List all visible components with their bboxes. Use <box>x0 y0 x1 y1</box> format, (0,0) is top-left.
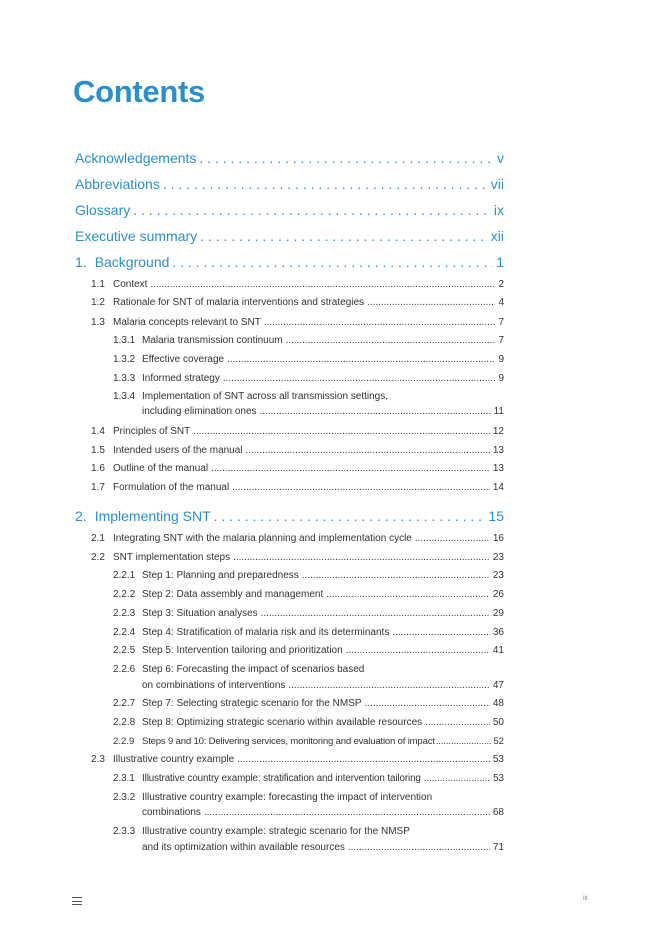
toc-subsection-2-2-4[interactable] <box>113 627 504 639</box>
toc-entry-label: Acknowledgements <box>75 150 197 166</box>
toc-entry-label: Step 7: Selecting strategic scenario for the NMSP <box>142 698 362 709</box>
leader-dots <box>425 717 490 729</box>
toc-section-1-4[interactable] <box>91 426 504 438</box>
toc-entry-page: ix <box>493 202 504 218</box>
toc-entry-number: 2.2.5 <box>113 645 136 656</box>
leader-dots <box>415 533 490 545</box>
toc-entry-page: 7 <box>498 317 504 328</box>
toc-entry-label: including elimination ones <box>142 406 257 417</box>
toc-entry-page: 1 <box>496 254 504 270</box>
menu-icon-bar <box>72 904 82 905</box>
toc-entry-label: Step 5: Intervention tailoring and prioritization <box>142 645 343 656</box>
leader-dots <box>264 317 496 329</box>
toc-entry-page: 52 <box>493 736 504 747</box>
toc-subsection-1-3-2[interactable] <box>113 354 504 366</box>
toc-subsection-1-3-3[interactable] <box>113 373 504 385</box>
leader-dots <box>193 426 490 438</box>
toc-entry-page: 9 <box>498 373 504 384</box>
leader-dots <box>348 842 490 854</box>
toc-subsection-2-2-6[interactable] <box>113 680 504 692</box>
toc-entry-label-line1: Illustrative country example: strategic scenario for the NMSP <box>142 826 410 837</box>
toc-subsection-1-3-1[interactable] <box>113 335 504 347</box>
toc-entry-number: 1.3.1 <box>113 335 136 346</box>
leader-dots <box>246 445 490 457</box>
toc-entry-number: 1.3.4 <box>113 391 136 402</box>
toc-entry-label: Illustrative country example <box>113 754 235 765</box>
toc-entry-number: 2. <box>75 508 87 524</box>
toc-entry-number: 1.1 <box>91 279 105 290</box>
toc-entry-label: Integrating SNT with the malaria planning and implementation cycle <box>113 533 412 544</box>
toc-entry-page: 14 <box>492 482 504 493</box>
toc-entry-page: 13 <box>492 445 504 456</box>
page-title: Contents <box>73 74 205 109</box>
toc-entry-page: 7 <box>498 335 504 346</box>
toc-entry-page: 50 <box>492 717 504 728</box>
toc-subsection-2-2-3[interactable] <box>113 608 504 620</box>
toc-entry-number: 1.4 <box>91 426 105 437</box>
toc-entry-label: Outline of the manual <box>113 463 209 474</box>
toc-subsection-2-2-2[interactable] <box>113 589 504 601</box>
toc-entry-label: Abbreviations <box>75 176 160 192</box>
toc-entry-label: on combinations of interventions <box>142 680 286 691</box>
toc-subsection-2-2-5[interactable] <box>113 645 504 657</box>
toc-entry-label-line1: Implementation of SNT across all transmission settings, <box>142 391 389 402</box>
toc-chapter-2[interactable] <box>75 508 504 524</box>
toc-section-1-7[interactable] <box>91 482 504 494</box>
toc-entry-page: 16 <box>492 533 504 544</box>
toc-entry-label: Malaria transmission continuum <box>142 335 283 346</box>
toc-entry-label: and its optimization within available resources <box>142 842 345 853</box>
toc-subsection-2-3-2[interactable] <box>113 807 504 819</box>
toc-section-1-1[interactable] <box>91 279 504 291</box>
leader-dots <box>233 552 490 564</box>
toc-entry-label: Executive summary <box>75 228 198 244</box>
toc-entry-page: 23 <box>492 552 504 563</box>
toc-entry-label: Context <box>113 279 148 290</box>
toc-entry-number: 2.2.2 <box>113 589 136 600</box>
leader-dots <box>232 482 490 494</box>
toc-entry-page: 4 <box>498 297 504 308</box>
toc-entry-page: 26 <box>492 589 504 600</box>
toc-section-1-5[interactable] <box>91 445 504 457</box>
toc-entry-page: 53 <box>492 754 504 765</box>
toc-entry-label: Rationale for SNT of malaria interventions and strategies <box>113 297 365 308</box>
toc-entry-number: 2.3.1 <box>113 773 135 784</box>
menu-icon[interactable] <box>72 897 82 905</box>
toc-entry-glossary[interactable] <box>75 202 504 218</box>
toc-entry-label: Step 8: Optimizing strategic scenario within available resources <box>142 717 423 728</box>
page-number: iii <box>583 895 588 902</box>
toc-entry-number: 2.3.3 <box>113 826 136 837</box>
toc-entry-page: 9 <box>498 354 504 365</box>
toc-entry-number: 2.3.2 <box>113 792 136 803</box>
toc-entry-page: 13 <box>492 463 504 474</box>
toc-entry-label-line1: Illustrative country example: forecasting the impact of intervention <box>142 792 433 803</box>
toc-entry-page: 2 <box>498 279 504 290</box>
toc-entry-label: Background <box>94 254 170 270</box>
toc-subsection-2-2-1[interactable] <box>113 570 504 582</box>
toc-entry-number: 1.6 <box>91 463 105 474</box>
toc-subsection-2-2-9[interactable] <box>113 736 504 747</box>
toc-entry-label-line1: Step 6: Forecasting the impact of scenarios based <box>142 664 365 675</box>
toc-entry-label: SNT implementation steps <box>113 552 231 563</box>
leader-dots <box>436 736 493 747</box>
toc-section-1-2[interactable] <box>91 297 504 309</box>
toc-entry-number: 2.1 <box>91 533 105 544</box>
leader-dots <box>346 645 490 657</box>
leader-dots <box>200 228 488 244</box>
toc-entry-label: Step 3: Situation analyses <box>142 608 258 619</box>
toc-entry-page: 68 <box>492 807 504 818</box>
toc-entry-page: 53 <box>493 773 504 784</box>
toc-entry-page: 23 <box>492 570 504 581</box>
leader-dots <box>288 680 489 692</box>
leader-dots <box>237 754 490 766</box>
toc-entry-label: Principles of SNT <box>113 426 191 437</box>
toc-entry-number: 1.7 <box>91 482 105 493</box>
leader-dots <box>223 373 496 385</box>
menu-icon-bar <box>72 901 82 902</box>
toc-entry-number: 1.3.3 <box>113 373 136 384</box>
leader-dots <box>163 176 488 192</box>
toc-entry-number: 2.2.3 <box>113 608 136 619</box>
leader-dots <box>260 406 491 418</box>
leader-dots <box>227 354 495 366</box>
leader-dots <box>286 335 496 347</box>
toc-entry-page: 48 <box>492 698 504 709</box>
toc-entry-page: 36 <box>492 627 504 638</box>
leader-dots <box>302 570 490 582</box>
toc-entry-label: Malaria concepts relevant to SNT <box>113 317 261 328</box>
leader-dots <box>214 508 486 524</box>
toc-entry-number: 1.3 <box>91 317 105 328</box>
toc-entry-number: 1. <box>75 254 87 270</box>
toc-subsection-2-3-1[interactable] <box>113 773 504 784</box>
leader-dots <box>133 202 491 218</box>
toc-entry-page: 15 <box>488 508 504 524</box>
leader-dots <box>261 608 490 620</box>
leader-dots <box>392 627 490 639</box>
toc-subsection-1-3-4[interactable] <box>113 406 504 418</box>
toc-chapter-1[interactable] <box>75 254 504 270</box>
leader-dots <box>150 279 495 291</box>
toc-entry-page: 11 <box>493 406 504 417</box>
toc-entry-page: 41 <box>492 645 504 656</box>
toc-entry-label: Steps 9 and 10: Delivering services, monitoring and evaluation of impact <box>142 736 435 747</box>
toc-entry-page: vii <box>490 176 504 192</box>
toc-entry-label: Informed strategy <box>142 373 220 384</box>
toc-entry-label: Formulation of the manual <box>113 482 230 493</box>
leader-dots <box>326 589 490 601</box>
toc-entry-number: 2.2 <box>91 552 105 563</box>
toc-entry-label: Implementing SNT <box>94 508 211 524</box>
toc-section-2-3[interactable] <box>91 754 504 766</box>
toc-entry-abbreviations[interactable] <box>75 176 504 192</box>
toc-section-2-2[interactable] <box>91 552 504 564</box>
menu-icon-bar <box>72 897 82 898</box>
toc-entry-number: 2.3 <box>91 754 105 765</box>
toc-entry-number: 2.2.1 <box>113 570 136 581</box>
toc-entry-label: Glossary <box>75 202 131 218</box>
toc-entry-page: 47 <box>492 680 504 691</box>
toc-entry-executive-summary[interactable] <box>75 228 504 244</box>
leader-dots <box>365 698 490 710</box>
toc-entry-number: 2.2.9 <box>113 736 135 747</box>
toc-entry-page: 29 <box>492 608 504 619</box>
leader-dots <box>172 254 493 270</box>
toc-entry-number: 1.2 <box>91 297 105 308</box>
leader-dots <box>211 463 490 475</box>
toc-entry-page: v <box>497 150 504 166</box>
toc-section-1-6[interactable] <box>91 463 504 475</box>
toc-entry-label: Effective coverage <box>142 354 225 365</box>
leader-dots <box>204 807 490 819</box>
toc-entry-page: 71 <box>492 842 504 853</box>
toc-entry-number: 2.2.6 <box>113 664 136 675</box>
toc-subsection-2-2-7[interactable] <box>113 698 504 710</box>
toc-entry-number: 2.2.4 <box>113 627 136 638</box>
toc-entry-label: Illustrative country example: stratification and intervention tailoring <box>142 773 421 784</box>
toc-subsection-2-3-3[interactable] <box>113 842 504 854</box>
toc-entry-number: 2.2.7 <box>113 698 136 709</box>
toc-entry-label: Step 2: Data assembly and management <box>142 589 324 600</box>
leader-dots <box>367 297 495 309</box>
toc-section-1-3[interactable] <box>91 317 504 329</box>
toc-entry-label: Intended users of the manual <box>113 445 243 456</box>
toc-section-2-1[interactable] <box>91 533 504 545</box>
toc-entry-number: 1.3.2 <box>113 354 136 365</box>
toc-entry-acknowledgements[interactable] <box>75 150 504 166</box>
toc-entry-number: 2.2.8 <box>113 717 136 728</box>
toc-entry-page: 12 <box>492 426 504 437</box>
toc-entry-label: Step 1: Planning and preparedness <box>142 570 299 581</box>
toc-entry-label: combinations <box>142 807 201 818</box>
toc-entry-label: Step 4: Stratification of malaria risk and its determinants <box>142 627 390 638</box>
leader-dots <box>199 150 494 166</box>
leader-dots <box>424 773 490 784</box>
toc-subsection-2-2-8[interactable] <box>113 717 504 729</box>
toc-entry-number: 1.5 <box>91 445 105 456</box>
toc-entry-page: xii <box>490 228 504 244</box>
